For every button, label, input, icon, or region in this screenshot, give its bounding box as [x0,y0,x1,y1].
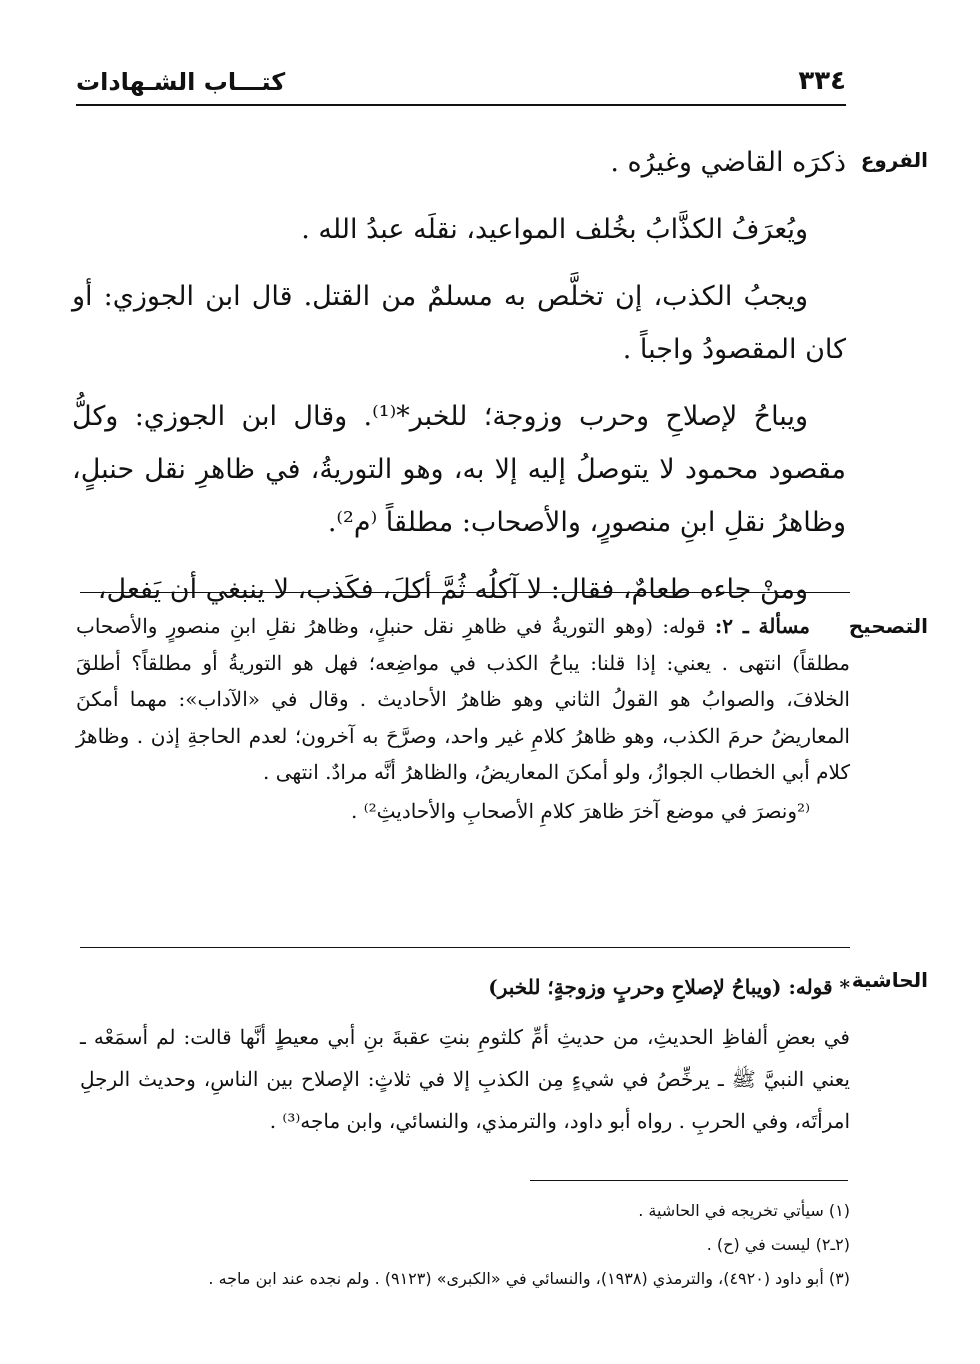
label-tashih: التصحيح [848,614,928,638]
page-header [76,66,846,104]
tashih-last-line: ⁽²ونصرَ في موضع آخرَ ظاهرَ كلامِ الأصحابِ والأحاديثِ²⁾ . [351,798,810,823]
main-paragraph: ويجبُ الكذب، إن تخلَّص به مسلمٌ من القتل. قال ابن الجوزي: أو كان المقصودُ واجباً . [72,281,846,365]
footnote: (٢ـ٢) ليست في (ح) . [706,1235,850,1254]
footnotes [80,1194,850,1296]
label-furu: الفروع [860,148,928,172]
footnote-rule [530,1180,848,1181]
tashih-paragraph [76,608,850,791]
main-paragraph: ويُعرَفُ الكذَّابُ بخُلف المواعيد، نقلَه عبدُ الله . [301,214,808,245]
main-paragraph: ويباحُ لإصلاحِ وحرب وزوجة؛ للخبر*⁽¹⁾. وقال ابن الجوزي: وكلُّ مقصود محمود لا يتوصلُ إليه إلا به، وهو التوريةُ، في ظاهرِ نقل حنبلٍ، وظاهرُ نقلِ ابنِ منصورٍ، والأصحاب: مطلقاً ⁽م²⁾. [72,401,846,538]
section-rule [80,592,850,593]
main-text [72,136,846,630]
footnote: (١) سيأتي تخريجه في الحاشية . [638,1201,850,1220]
main-paragraph: ومنْ جاءه طعامٌ، فقال: لا آكلُه ثُمَّ أكلَ، فكَذب، لا ينبغي أن يَفعل، [97,574,808,605]
hashiya-section [80,966,850,1142]
tashih-section [76,608,850,829]
running-title: كتـــاب الشـهادات [76,68,286,96]
header-rule [76,104,846,106]
hashiya-body: في بعضِ ألفاظِ الحديثِ، من حديثِ أمِّ كلثومِ بنتِ عقبةَ بنِ أبي معيطٍ أنَّها قالت: لم أسمَعْه ـ يعني النبيَّ ﷺ ـ يرخِّصُ في شيءٍ مِن الكذبِ إلا في ثلاثٍ: الإصلاح بين الناسِ، وحديث الرجلِ امرأتَه، وفي الحربِ . رواه أبو داود، والترمذي، والنسائي، وابن ماجه⁽³⁾ . [80,1025,850,1133]
main-paragraph: ذكرَه القاضي وغيرُه . [610,147,846,178]
label-hashiya: الحاشية [851,968,928,992]
masala-lead: مسألة ـ ٢: [714,614,810,638]
hashiya-head: * قوله: (ويباحُ لإصلاحِ وحربٍ وزوجةٍ؛ للخبر) [488,975,850,999]
tashih-body: قوله: (وهو التوريةُ في ظاهرِ نقل حنبلٍ، وظاهرُ نقلِ ابنِ منصورٍ والأصحاب مطلقاً) انتهى . يعني: إذا قلنا: يباحُ الكذب في مواضِعه؛ فهل هو التوريةُ أو مطلقاً؟ أطلقَ الخلافَ، والصوابُ هو القولُ الثاني وهو ظاهرُ الأحاديث . وقال في «الآداب»: مهما أمكنَ المعاريضُ حرمَ الكذب، وهو ظاهرُ كلامِ غير واحد، وصرَّحَ به آخرون؛ لعدم الحاجةِ إذن . وظاهرُ كلام أبي الخطاب الجوازُ، ولو أمكنَ المعاريضُ، والظاهرُ أنَّه مرادٌ. انتهى . [76,614,850,784]
section-rule [80,947,850,948]
page-number: ٣٣٤ [798,66,846,96]
footnote: (٣) أبو داود (٤٩٢٠)، والترمذي (١٩٣٨)، والنسائي في «الكبرى» (٩١٢٣) . ولم نجده عند ابن ماجه . [208,1269,850,1288]
